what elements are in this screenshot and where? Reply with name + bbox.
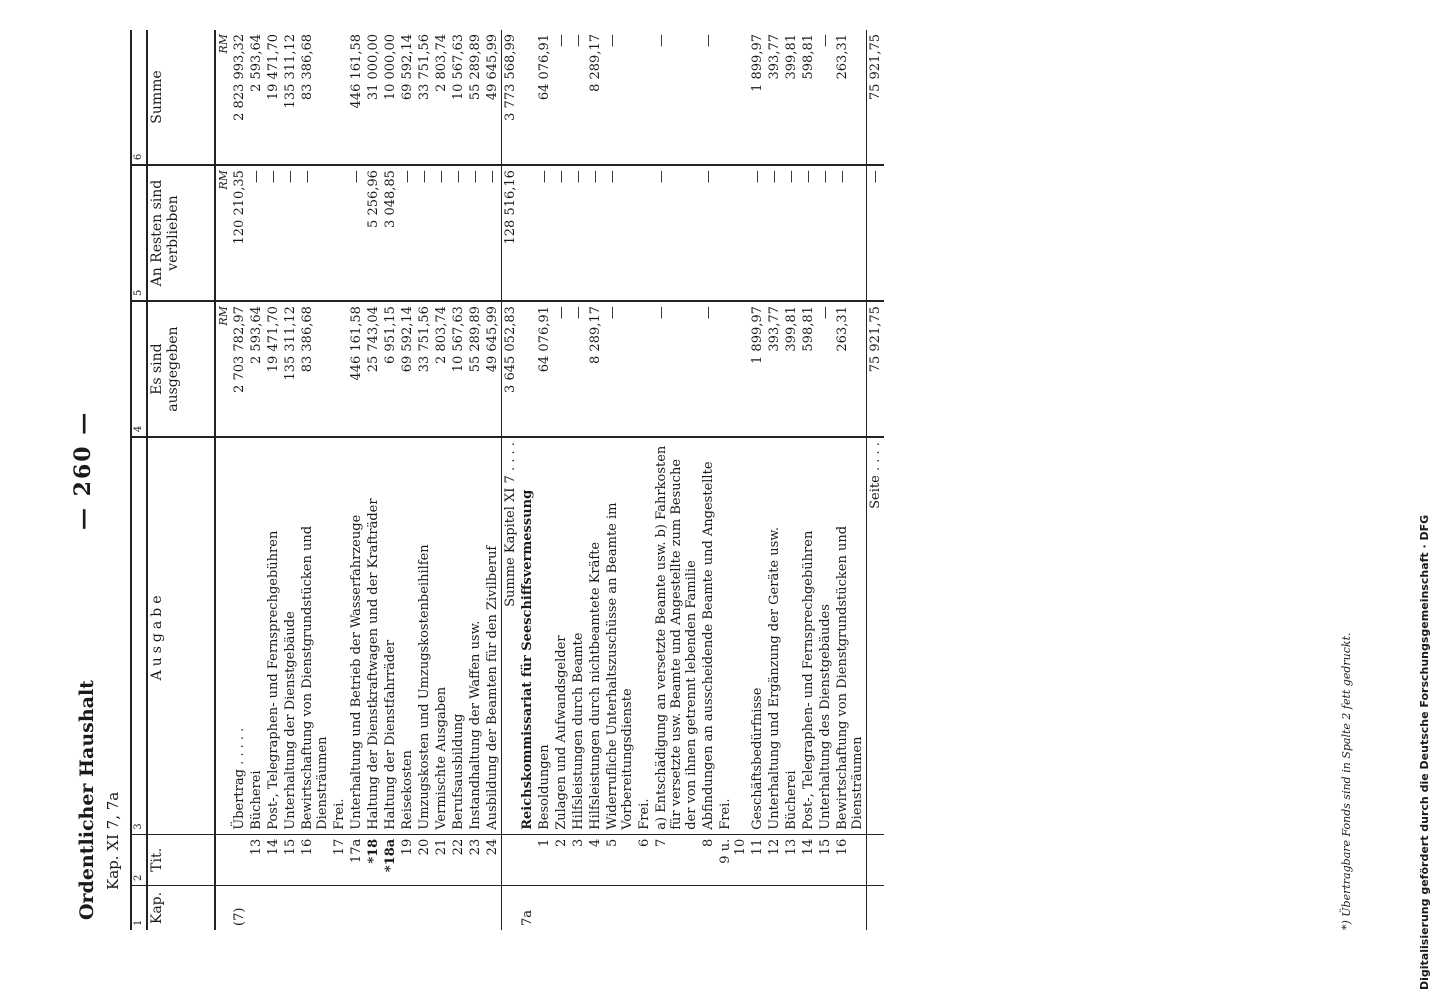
unit-empty-3 xyxy=(215,437,231,834)
cell-reste: — xyxy=(282,165,299,301)
cell-reste: — xyxy=(653,165,700,301)
cell-reste: — xyxy=(604,165,636,301)
cell-text: Frei. xyxy=(717,437,749,834)
cell-ausgegeben: 49 645,99 xyxy=(484,301,502,437)
cell-summe: — xyxy=(701,34,716,47)
cell-tit: 20 xyxy=(416,834,433,885)
cell-text: Abfindungen an ausscheidende Beamte und Angestellte xyxy=(700,437,717,834)
cell-ausgegeben: — xyxy=(570,301,587,437)
cell-tit: 12 xyxy=(766,834,783,885)
table-row xyxy=(817,30,834,930)
cell-tit: 4 xyxy=(587,834,604,885)
cell-kap xyxy=(749,886,766,930)
cell-ausgegeben: 69 592,14 xyxy=(399,301,416,437)
cell-ausgegeben: 19 471,70 xyxy=(265,301,282,437)
cell-text: Bewirtschaftung von Dienstgrundstücken und Diensträumen xyxy=(834,437,867,834)
cell-kap xyxy=(382,886,399,930)
cell-text: Berufsausbildung xyxy=(450,437,467,834)
cell-text: a) Entschädigung an versetzte Beamte usw. b) Fahrkosten für versetzte usw. Beamte und Angestellte zum Besuche der von ihnen getrennt lebenden Familie xyxy=(653,437,700,834)
table-row xyxy=(783,30,800,930)
cell-summe: 49 645,99 xyxy=(485,34,500,101)
cell-summe xyxy=(636,30,653,165)
cell-reste: — xyxy=(587,165,604,301)
cell-ausgegeben xyxy=(636,301,653,437)
cell-ausgegeben: 2 703 782,97 xyxy=(231,301,248,437)
cell-summe: — xyxy=(654,34,669,47)
table-row xyxy=(766,30,783,930)
table-row xyxy=(800,30,817,930)
cell-reste xyxy=(717,165,749,301)
cell-tit: 14 xyxy=(800,834,817,885)
cell-text: Reisekosten xyxy=(399,437,416,834)
cell-summe: 446 161,58 xyxy=(349,34,364,109)
table-row xyxy=(331,30,348,930)
cell-reste: — xyxy=(399,165,416,301)
table-row xyxy=(282,30,299,930)
cell-text: Hilfsleistungen durch Beamte xyxy=(570,437,587,834)
cell-tit xyxy=(867,834,885,885)
cell-text: Hilfsleistungen durch nichtbeamtete Kräfte xyxy=(587,437,604,834)
cell-summe: 19 471,70 xyxy=(266,34,281,101)
footnote: *) Übertragbare Fonds sind in Spalte 2 fett gedruckt. xyxy=(1340,632,1353,930)
colnum-6: 6 xyxy=(131,30,147,165)
cell-ausgegeben: 55 289,89 xyxy=(467,301,484,437)
cell-tit xyxy=(231,834,248,885)
cell-tit: 16 xyxy=(834,834,867,885)
cell-tit: 16 xyxy=(299,834,331,885)
table-row xyxy=(231,30,248,930)
cell-summe: 2 823 993,32 xyxy=(232,34,247,121)
cell-ausgegeben: — xyxy=(604,301,636,437)
cell-ausgegeben: 393,77 xyxy=(766,301,783,437)
cell-ausgegeben: 75 921,75 xyxy=(867,301,885,437)
cell-reste: — xyxy=(416,165,433,301)
table-row xyxy=(433,30,450,930)
cell-text: Reichskommissariat für Seeschiffsvermessung xyxy=(519,437,536,834)
header-kap: Kap. xyxy=(147,886,215,930)
cell-kap xyxy=(450,886,467,930)
cell-kap xyxy=(433,886,450,930)
table-row xyxy=(299,30,331,930)
cell-summe: 2 803,74 xyxy=(434,34,449,92)
table-row xyxy=(834,30,867,930)
cell-tit: 15 xyxy=(817,834,834,885)
cell-ausgegeben: 2 593,64 xyxy=(248,301,265,437)
cell-reste: — xyxy=(484,165,502,301)
dfg-watermark: Digitalisierung gefördert durch die Deutsche Forschungsgemeinschaft · DFG xyxy=(1418,514,1431,990)
cell-reste: — xyxy=(867,165,885,301)
cell-summe: 55 289,89 xyxy=(468,34,483,101)
cell-text: Besoldungen xyxy=(536,437,553,834)
cell-summe: — xyxy=(571,34,586,47)
table-row xyxy=(365,30,382,930)
cell-kap xyxy=(365,886,382,930)
table-row xyxy=(553,30,570,930)
cell-summe: 135 311,12 xyxy=(283,34,298,109)
cell-tit: 22 xyxy=(450,834,467,885)
cell-kap xyxy=(536,886,553,930)
cell-reste: — xyxy=(536,165,553,301)
cell-kap xyxy=(570,886,587,930)
colnum-5: 5 xyxy=(131,165,147,301)
cell-ausgegeben: 1 899,97 xyxy=(749,301,766,437)
table-row xyxy=(604,30,636,930)
page-number: — 260 — xyxy=(70,410,96,530)
table-row xyxy=(467,30,484,930)
cell-summe: 399,81 xyxy=(784,34,799,80)
cell-kap xyxy=(348,886,365,930)
cell-reste: — xyxy=(433,165,450,301)
unit-empty-2 xyxy=(215,834,231,885)
header-summe: Summe xyxy=(147,30,215,165)
cell-kap xyxy=(265,886,282,930)
cell-summe: — xyxy=(554,34,569,47)
cell-text: Summe Kapitel XI 7 . . . . xyxy=(502,437,520,834)
cell-ausgegeben: — xyxy=(817,301,834,437)
table-row xyxy=(382,30,399,930)
cell-ausgegeben: 2 803,74 xyxy=(433,301,450,437)
table-row xyxy=(484,30,502,930)
cell-kap xyxy=(553,886,570,930)
cell-kap: 7a xyxy=(519,886,536,930)
cell-kap xyxy=(248,886,265,930)
cell-kap xyxy=(700,886,717,930)
cell-text: Frei. xyxy=(636,437,653,834)
cell-ausgegeben: 64 076,91 xyxy=(536,301,553,437)
cell-text: Post-, Telegraphen- und Fernsprechgebühren xyxy=(265,437,282,834)
cell-ausgegeben: — xyxy=(653,301,700,437)
table-row xyxy=(636,30,653,930)
cell-summe: 31 000,00 xyxy=(366,34,381,101)
cell-ausgegeben: 6 951,15 xyxy=(382,301,399,437)
cell-summe: 8 289,17 xyxy=(588,34,603,92)
table-row xyxy=(416,30,433,930)
cell-reste xyxy=(331,165,348,301)
cell-ausgegeben: 135 311,12 xyxy=(282,301,299,437)
cell-reste: 128 516,16 xyxy=(502,165,520,301)
cell-text: Unterhaltung der Dienstgebäude xyxy=(282,437,299,834)
cell-reste: — xyxy=(766,165,783,301)
cell-text: Unterhaltung und Ergänzung der Geräte usw. xyxy=(766,437,783,834)
cell-text: Instandhaltung der Waffen usw. xyxy=(467,437,484,834)
cell-ausgegeben: 399,81 xyxy=(783,301,800,437)
table-row xyxy=(749,30,766,930)
cell-summe: 83 386,68 xyxy=(300,34,315,101)
cell-kap xyxy=(717,886,749,930)
cell-text: Haltung der Dienstkraftwagen und der Krafträder xyxy=(365,437,382,834)
cell-reste: — xyxy=(348,165,365,301)
sum-row xyxy=(502,30,520,930)
cell-summe: — xyxy=(818,34,833,47)
table-row xyxy=(265,30,282,930)
cell-tit: 13 xyxy=(248,834,265,885)
cell-reste: — xyxy=(265,165,282,301)
cell-kap xyxy=(282,886,299,930)
cell-reste: — xyxy=(553,165,570,301)
cell-summe: 263,31 xyxy=(835,34,850,80)
cell-ausgegeben: 83 386,68 xyxy=(299,301,331,437)
cell-text: Unterhaltung des Dienstgebäudes xyxy=(817,437,834,834)
cell-kap xyxy=(399,886,416,930)
cell-tit: 19 xyxy=(399,834,416,885)
cell-ausgegeben: 33 751,56 xyxy=(416,301,433,437)
cell-text: Geschäftsbedürfnisse xyxy=(749,437,766,834)
cell-reste: — xyxy=(783,165,800,301)
cell-summe: 1 899,97 xyxy=(750,34,765,92)
table-row xyxy=(450,30,467,930)
cell-tit: 8 xyxy=(700,834,717,885)
cell-reste: — xyxy=(248,165,265,301)
cell-kap xyxy=(299,886,331,930)
cell-tit: *18a xyxy=(382,834,399,885)
cell-summe xyxy=(717,30,749,165)
cell-summe: 3 773 568,99 xyxy=(502,30,520,165)
cell-reste xyxy=(636,165,653,301)
cell-tit xyxy=(502,834,520,885)
table-row xyxy=(653,30,700,930)
cell-summe: 10 000,00 xyxy=(383,34,398,101)
colnum-4: 4 xyxy=(131,301,147,437)
cell-text: Umzugskosten und Umzugskostenbeihilfen xyxy=(416,437,433,834)
cell-kap xyxy=(653,886,700,930)
cell-summe: 10 567,63 xyxy=(451,34,466,101)
cell-tit: 3 xyxy=(570,834,587,885)
cell-reste xyxy=(519,165,536,301)
cell-text: Haltung der Dienstfahrräder xyxy=(382,437,399,834)
cell-reste: 5 256,96 xyxy=(365,165,382,301)
table-body xyxy=(231,30,884,930)
cell-ausgegeben xyxy=(717,301,749,437)
column-number-row xyxy=(131,30,147,930)
cell-text: Ausbildung der Beamten für den Zivilberuf xyxy=(484,437,502,834)
cell-text: Zulagen und Aufwandsgelder xyxy=(553,437,570,834)
column-header-row xyxy=(147,30,215,930)
cell-ausgegeben xyxy=(331,301,348,437)
cell-tit: 11 xyxy=(749,834,766,885)
colnum-3: 3 xyxy=(131,437,147,834)
cell-kap xyxy=(766,886,783,930)
unit-c5: RM xyxy=(215,165,231,301)
cell-tit: 17 xyxy=(331,834,348,885)
cell-kap xyxy=(484,886,502,930)
document-page xyxy=(40,20,1380,970)
cell-text: Bücherei xyxy=(783,437,800,834)
cell-text: Widerrufliche Unterhaltszuschüsse an Beamte im Vorbereitungsdienste xyxy=(604,437,636,834)
cell-summe: 2 593,64 xyxy=(249,34,264,92)
cell-tit xyxy=(519,834,536,885)
table-row xyxy=(519,30,536,930)
cell-summe: 64 076,91 xyxy=(537,34,552,101)
unit-empty-1 xyxy=(215,886,231,930)
header-ausgegeben: Es sind ausgegeben xyxy=(147,301,215,437)
cell-ausgegeben xyxy=(519,301,536,437)
cell-reste: — xyxy=(299,165,331,301)
cell-ausgegeben: 3 645 052,83 xyxy=(502,301,520,437)
cell-tit: 15 xyxy=(282,834,299,885)
header-tit: Tit. xyxy=(147,834,215,885)
cell-reste: — xyxy=(570,165,587,301)
cell-summe: — xyxy=(605,34,620,47)
cell-ausgegeben: — xyxy=(553,301,570,437)
cell-tit: 13 xyxy=(783,834,800,885)
cell-summe: 598,81 xyxy=(801,34,816,80)
cell-kap xyxy=(502,886,520,930)
cell-text: Vermischte Ausgaben xyxy=(433,437,450,834)
cell-reste: 120 210,35 xyxy=(231,165,248,301)
cell-tit: 21 xyxy=(433,834,450,885)
cell-tit: 23 xyxy=(467,834,484,885)
header-ausgabe: Ausgabe xyxy=(147,437,215,834)
cell-kap xyxy=(817,886,834,930)
cell-summe: 69 592,14 xyxy=(400,34,415,101)
table-row xyxy=(248,30,265,930)
cell-tit: 24 xyxy=(484,834,502,885)
cell-text: Bewirtschaftung von Dienstgrundstücken und Diensträumen xyxy=(299,437,331,834)
cell-text: Post-, Telegraphen- und Fernsprechgebühren xyxy=(800,437,817,834)
table-row xyxy=(700,30,717,930)
cell-summe: 393,77 xyxy=(767,34,782,80)
cell-tit: 7 xyxy=(653,834,700,885)
table-row xyxy=(587,30,604,930)
cell-reste: — xyxy=(834,165,867,301)
cell-text: Seite . . . . xyxy=(867,437,885,834)
cell-kap xyxy=(636,886,653,930)
cell-tit: 17a xyxy=(348,834,365,885)
cell-text: Frei. xyxy=(331,437,348,834)
cell-ausgegeben: 263,31 xyxy=(834,301,867,437)
sum-row xyxy=(867,30,885,930)
budget-table xyxy=(130,30,884,930)
cell-kap xyxy=(867,886,885,930)
table-row xyxy=(717,30,749,930)
cell-kap xyxy=(467,886,484,930)
cell-kap xyxy=(604,886,636,930)
cell-tit: *18 xyxy=(365,834,382,885)
table-row xyxy=(536,30,553,930)
colnum-2: 2 xyxy=(131,834,147,885)
cell-reste: — xyxy=(450,165,467,301)
cell-kap xyxy=(331,886,348,930)
cell-ausgegeben: 25 743,04 xyxy=(365,301,382,437)
cell-text: Unterhaltung und Betrieb der Wasserfahrzeuge xyxy=(348,437,365,834)
cell-summe: 33 751,56 xyxy=(417,34,432,101)
cell-tit: 2 xyxy=(553,834,570,885)
cell-reste: — xyxy=(749,165,766,301)
cell-summe: 75 921,75 xyxy=(867,30,885,165)
cell-kap xyxy=(587,886,604,930)
cell-tit: 9 u. 10 xyxy=(717,834,749,885)
cell-ausgegeben: — xyxy=(700,301,717,437)
unit-c6: RM xyxy=(217,34,230,54)
cell-kap xyxy=(783,886,800,930)
cell-text: Übertrag . . . . . xyxy=(231,437,248,834)
cell-text: Bücherei xyxy=(248,437,265,834)
colnum-1: 1 xyxy=(131,886,147,930)
header-reste: An Resten sind verblieben xyxy=(147,165,215,301)
cell-tit: 6 xyxy=(636,834,653,885)
cell-reste: — xyxy=(467,165,484,301)
cell-summe xyxy=(331,30,348,165)
cell-kap xyxy=(416,886,433,930)
unit-row xyxy=(215,30,231,930)
cell-kap: (7) xyxy=(231,886,248,930)
table-row xyxy=(399,30,416,930)
page-subtitle: Kap. XI 7, 7a xyxy=(104,791,122,890)
cell-ausgegeben: 10 567,63 xyxy=(450,301,467,437)
cell-reste: — xyxy=(700,165,717,301)
table-row xyxy=(348,30,365,930)
cell-summe xyxy=(519,30,536,165)
unit-c4: RM xyxy=(215,301,231,437)
page-title: Ordentlicher Haushalt xyxy=(76,680,98,920)
cell-tit: 14 xyxy=(265,834,282,885)
cell-tit: 1 xyxy=(536,834,553,885)
cell-kap xyxy=(834,886,867,930)
cell-ausgegeben: 446 161,58 xyxy=(348,301,365,437)
cell-ausgegeben: 8 289,17 xyxy=(587,301,604,437)
cell-reste: 3 048,85 xyxy=(382,165,399,301)
table-row xyxy=(570,30,587,930)
cell-tit: 5 xyxy=(604,834,636,885)
cell-ausgegeben: 598,81 xyxy=(800,301,817,437)
cell-reste: — xyxy=(800,165,817,301)
cell-reste: — xyxy=(817,165,834,301)
cell-kap xyxy=(800,886,817,930)
